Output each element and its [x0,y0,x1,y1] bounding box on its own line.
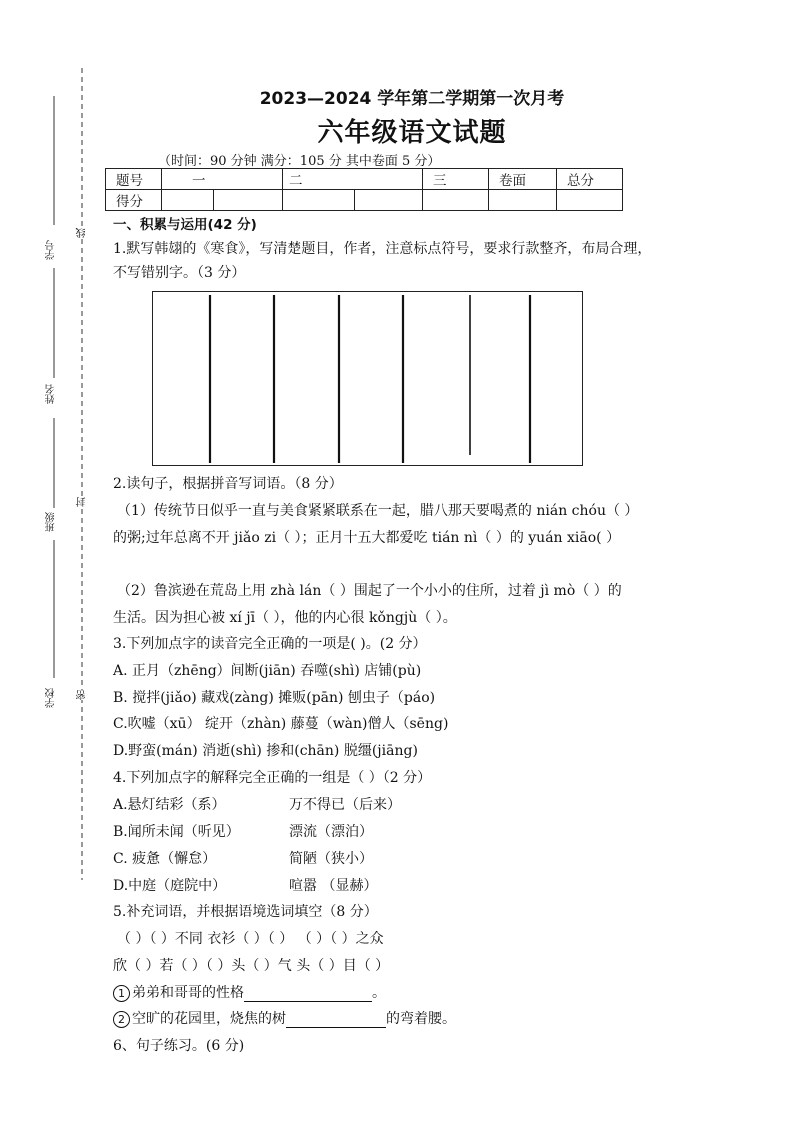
score-input-cell[interactable] [162,190,214,211]
score-cell-part1: 一 [162,169,283,190]
question-3-option-b[interactable]: B. 搅拌(jiǎo) 藏戏(zàng) 摊贩(pān) 刨虫子（páo) [113,690,436,706]
label-feng: 封 [77,497,88,507]
score-cell-row-label: 得分 [106,190,162,211]
question-2-line4: 生活。因为担心被 xí jī（ ），他的内心很 kǒngjù（ ）。 [113,610,457,626]
sentence-2-blank[interactable] [286,1013,386,1028]
sentence-1-end: 。 [372,985,386,1001]
question-4-option-c[interactable]: C. 疲惫（懈怠） [113,851,217,867]
question-3-option-c[interactable]: C.吹嘘（xū） 绽开（zhàn) 藤蔓（wàn)僧人（sēng) [113,716,449,732]
question-4-option-d-word2: 喧嚣 （显赫） [289,878,378,894]
score-cell-total: 总分 [557,169,623,190]
label-banji: 班级 [46,512,57,532]
question-1-line2: 不写错别字。（3 分） [113,265,246,281]
question-3-option-d[interactable]: D.野蛮(mán) 消逝(shì) 掺和(chān) 脱缰(jiāng) [113,743,418,759]
score-cell-part2: 二 [283,169,423,190]
question-5-title: 5.补充词语，并根据语境选词填空（8 分） [113,904,378,920]
question-5-blanks-line2[interactable]: 欣（ ）若（ ）（ ）头（ ）气 头（ ）目（ ） [113,958,390,974]
score-table-header-row [106,169,623,190]
score-cell-juanmian: 卷面 [489,169,557,190]
score-cell-part3: 三 [423,169,489,190]
question-4-option-b-word2: 漂流（漂泊） [289,824,373,840]
label-xingming: 姓名 [46,384,57,404]
sentence-1-blank[interactable] [244,987,372,1002]
question-2-line1: （1）传统节日似乎一直与美食紧紧联系在一起，腊八那天要喝煮的 nián chóu（ ） [117,503,639,519]
question-4-option-b[interactable]: B.闻所未闻（听见） [113,824,240,840]
circled-number-1: 1 [113,985,130,1002]
question-5-sentence-2 [113,1008,456,1028]
question-2-line2: 的粥;过年总离不开 jiǎo zi（ ）；正月十五大都爱吃 tián nì（ ）的 yuán xiāo( ） [113,530,621,546]
question-5-sentence-1 [113,982,386,1002]
question-3-title: 3.下列加点字的读音完全正确的一项是( )。(2 分） [113,636,427,652]
writing-box[interactable] [152,291,583,466]
writing-box-dividers [152,291,583,466]
circled-number-2: 2 [113,1011,130,1028]
exam-meta: （时间：90 分钟 满分：105 分 其中卷面 5 分） [158,154,441,169]
score-input-cell[interactable] [214,190,283,211]
label-xian: 线 [77,228,88,238]
question-4-title: 4.下列加点字的解释完全正确的一组是（ ）（2 分） [113,770,432,786]
label-xuexiao: 学校 [46,688,57,708]
sentence-1-text: 弟弟和哥哥的性格 [132,985,244,1001]
score-input-cell[interactable] [557,190,623,211]
question-1-line1: 1.默写韩翃的《寒食》，写清楚题目，作者，注意标点符号，要求行款整齐，布局合理， [113,241,652,257]
label-mi: 密 [77,690,88,700]
question-5-blanks-line1[interactable]: （ ）（ ）不同 衣衫（ ）（ ） （ ）（ ）之众 [117,931,384,947]
exam-title: 2023—2024 学年第二学期第一次月考 [259,89,565,109]
question-2-line3: （2）鲁滨逊在荒岛上用 zhà lán（ ）围起了一个小小的住所，过着 jì mò（ ）的 [117,583,622,599]
score-input-cell[interactable] [283,190,355,211]
score-input-cell[interactable] [489,190,557,211]
question-6-title: 6、句子练习。(6 分) [113,1038,245,1054]
question-4-option-d[interactable]: D.中庭（庭院中） [113,878,227,894]
sentence-2-end: 的弯着腰。 [386,1011,456,1027]
score-table-score-row [106,190,623,211]
score-table [105,168,623,211]
question-4-option-a-word2: 万不得已（后来） [289,797,401,813]
exam-subtitle: 六年级语文试题 [317,118,507,148]
question-4-option-c-word2: 简陋（狭小） [289,851,373,867]
label-xuehao: 学号 [46,240,57,260]
section-heading: 一、积累与运用(42 分) [113,217,257,233]
score-cell-label: 题号 [106,169,162,190]
question-2-title: 2.读句子，根据拼音写词语。（8 分） [113,476,343,492]
score-input-cell[interactable] [423,190,489,211]
sentence-2-text: 空旷的花园里，烧焦的树 [132,1011,286,1027]
score-input-cell[interactable] [354,190,423,211]
question-4-option-a[interactable]: A.悬灯结彩（系） [113,797,226,813]
binding-lines [0,0,100,1123]
question-3-option-a[interactable]: A. 正月（zhēng）间断(jiān) 吞噬(shì) 店铺(pù) [113,663,422,679]
